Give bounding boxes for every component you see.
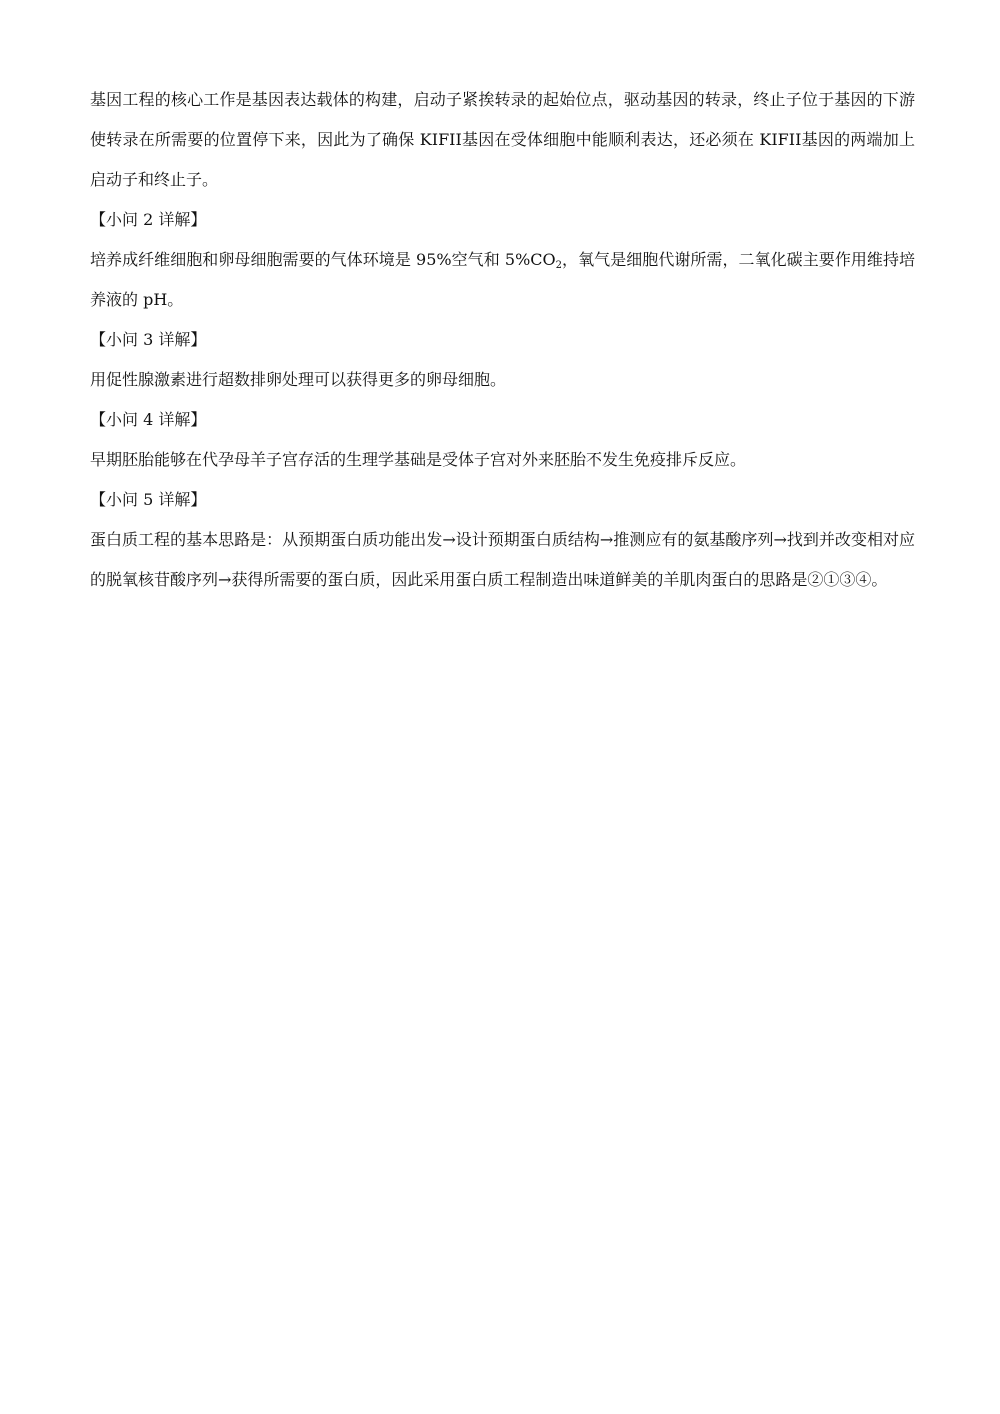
answer-content xyxy=(90,80,915,600)
q5-body: 蛋白质工程的基本思路是：从预期蛋白质功能出发→设计预期蛋白质结构→推测应有的氨基酸序列→找到并改变相对应的脱氧核苷酸序列→获得所需要的蛋白质，因此采用蛋白质工程制造出味道鲜美的羊肌肉蛋白的思路是②①③④。 xyxy=(90,530,915,589)
q4-heading: 【小问 4 详解】 xyxy=(90,410,207,429)
q2-body-text-2: ，氧气是细胞代谢所需，二氧化碳主要作用维持培养液的 pH。 xyxy=(90,250,915,309)
q2-body-text-1: 培养成纤维细胞和卵母细胞需要的气体环境是 95%空气和 5%CO xyxy=(90,250,556,269)
co2-subscript: 2 xyxy=(555,260,563,271)
q3-heading: 【小问 3 详解】 xyxy=(90,330,207,349)
intro-paragraph: 基因工程的核心工作是基因表达载体的构建，启动子紧挨转录的起始位点，驱动基因的转录，终止子位于基因的下游使转录在所需要的位置停下来，因此为了确保 KIFII基因在受体细胞中能顺利表达，还必须在 KIFII基因的两端加上启动子和终止子。 xyxy=(90,90,915,189)
q3-body: 用促性腺激素进行超数排卵处理可以获得更多的卵母细胞。 xyxy=(90,370,507,389)
q5-heading: 【小问 5 详解】 xyxy=(90,490,207,509)
q2-body xyxy=(90,240,915,320)
q2-heading: 【小问 2 详解】 xyxy=(90,210,207,229)
q4-body: 早期胚胎能够在代孕母羊子宫存活的生理学基础是受体子宫对外来胚胎不发生免疫排斥反应。 xyxy=(90,450,747,469)
